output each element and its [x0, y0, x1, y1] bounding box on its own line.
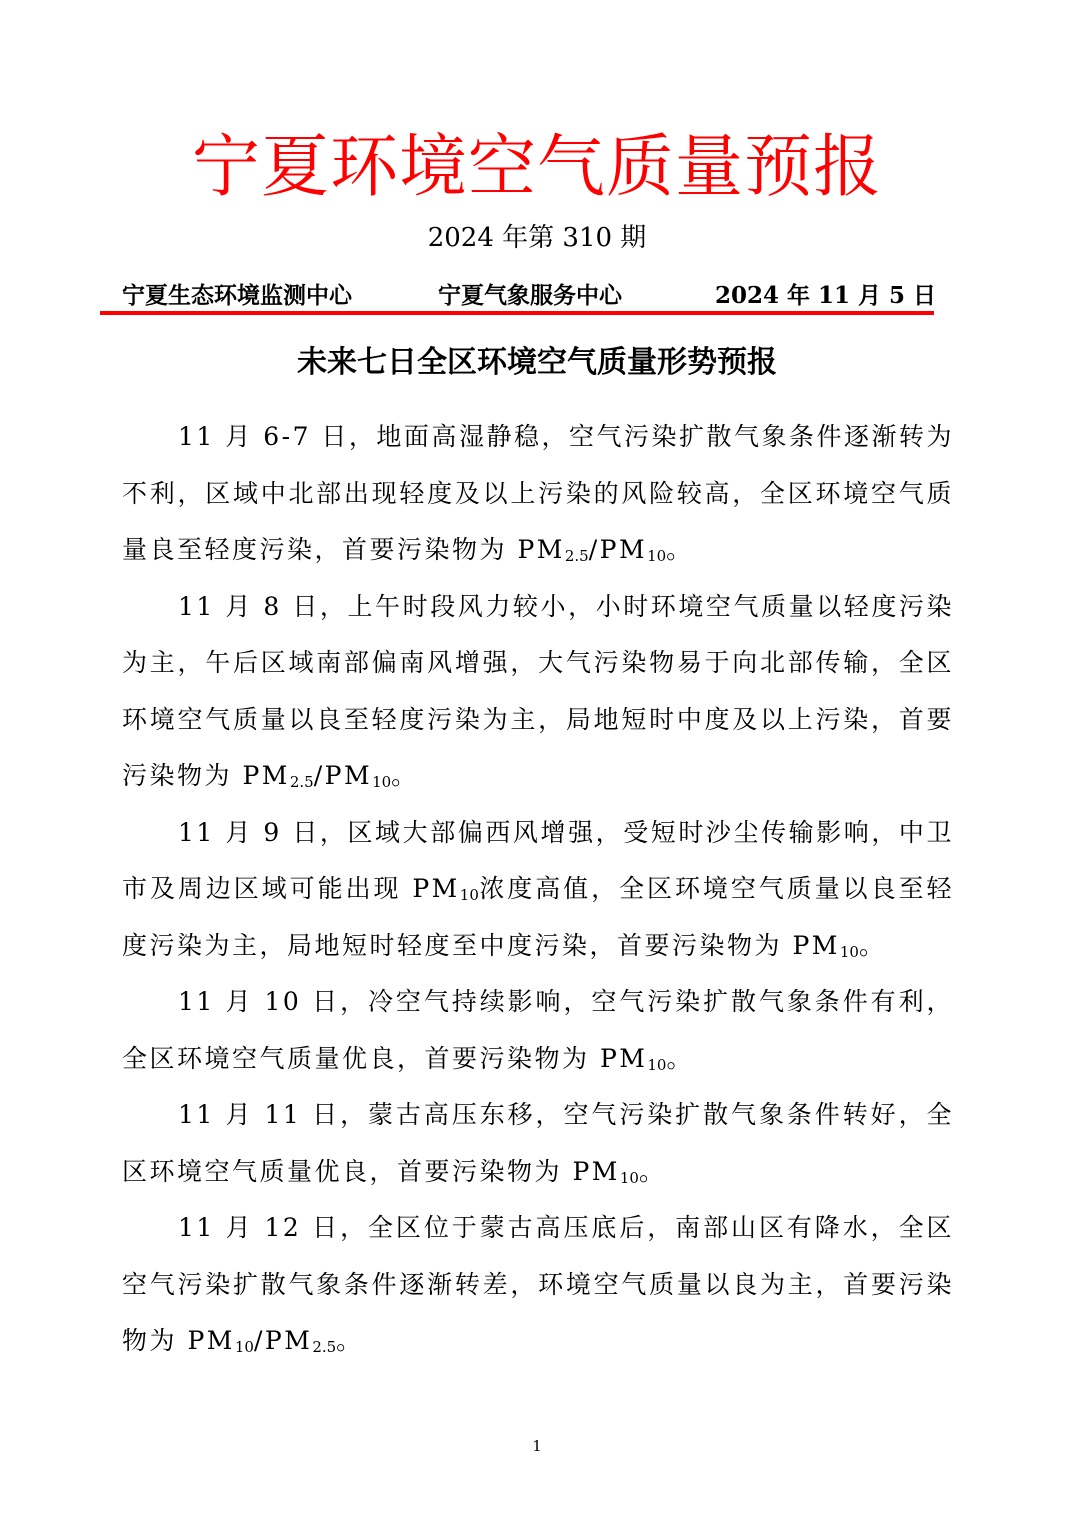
pollutant-subscript: 10 [459, 886, 479, 904]
issuer-meteorology-center: 宁夏气象服务中心 [438, 282, 622, 309]
forecast-paragraph [122, 409, 954, 579]
forecast-paragraph [122, 1087, 954, 1200]
pollutant-subscript: 2.5 [312, 1338, 337, 1356]
paragraph-text: 浓度高值，全区环境空气质量以良至轻度污染为主，局地短时轻度至中度污染，首要污染物为 PM [122, 874, 954, 960]
issuer-ecology-center: 宁夏生态环境监测中心 [122, 282, 352, 309]
pollutant-subscript: 10 [619, 1168, 639, 1187]
pollutant-subscript: 2.5 [289, 773, 314, 791]
pollutant-subscript: 10 [839, 942, 859, 961]
pollutant-subscript: 10 [234, 1338, 254, 1356]
pollutant-subscript: 10 [647, 1055, 667, 1074]
paragraph-text: 11 月 11 日，蒙古高压东移，空气污染扩散气象条件转好，全区环境空气质量优良，首要污染物为 PM [122, 1100, 954, 1186]
issue-date: 2024 年 11 月 5 日 [714, 282, 936, 309]
forecast-paragraph [122, 974, 954, 1087]
paragraph-text: /PM [588, 535, 648, 564]
paragraph-text: 。 [666, 535, 694, 564]
pollutant-subscript: 2.5 [564, 547, 589, 565]
paragraph-text: 。 [858, 930, 887, 960]
page-number: 1 [532, 1437, 542, 1455]
forecast-paragraph [122, 1200, 954, 1370]
paragraph-text: 。 [666, 1043, 694, 1073]
paragraph-text: 。 [638, 1156, 667, 1186]
paragraph-text: 11 月 9 日，区域大部偏西风增强，受短时沙尘传输影响，中卫市及周边区域可能出现 PM [122, 817, 954, 903]
document-heading: 未来七日全区环境空气质量形势预报 [297, 345, 777, 380]
paragraph-text: 11 月 8 日，上午时段风力较小，小时环境空气质量以轻度污染为主，午后区域南部偏南风增强，大气污染物易于向北部传输，全区环境空气质量以良至轻度污染为主，局地短时中度及以上污染，首要污染物为 PM [122, 591, 954, 790]
masthead-title: 宁夏环境空气质量预报 [191, 128, 882, 207]
forecast-body [122, 409, 954, 1370]
forecast-paragraph [122, 579, 954, 805]
issuer-row [122, 279, 936, 313]
paragraph-text: /PM [313, 761, 373, 790]
pollutant-subscript: 10 [647, 547, 667, 565]
paragraph-text: 11 月 6-7 日，地面高湿静稳，空气污染扩散气象条件逐渐转为不利，区域中北部出现轻度及以上污染的风险较高，全区环境空气质量良至轻度污染，首要污染物为 PM [122, 422, 954, 564]
paragraph-text: 。 [391, 761, 419, 790]
paragraph-text: /PM [253, 1326, 313, 1355]
pollutant-subscript: 10 [372, 773, 392, 791]
paragraph-text: 。 [336, 1326, 364, 1355]
issue-number: 2024 年第 310 期 [427, 223, 647, 253]
red-divider-line [100, 311, 934, 315]
forecast-paragraph [122, 805, 954, 975]
paragraph-text: 11 月 12 日，全区位于蒙古高压底后，南部山区有降水，全区空气污染扩散气象条件逐渐转差，环境空气质量以良为主，首要污染物为 PM [122, 1213, 954, 1355]
paragraph-text: 11 月 10 日，冷空气持续影响，空气污染扩散气象条件有利，全区环境空气质量优良，首要污染物为 PM [122, 987, 954, 1073]
